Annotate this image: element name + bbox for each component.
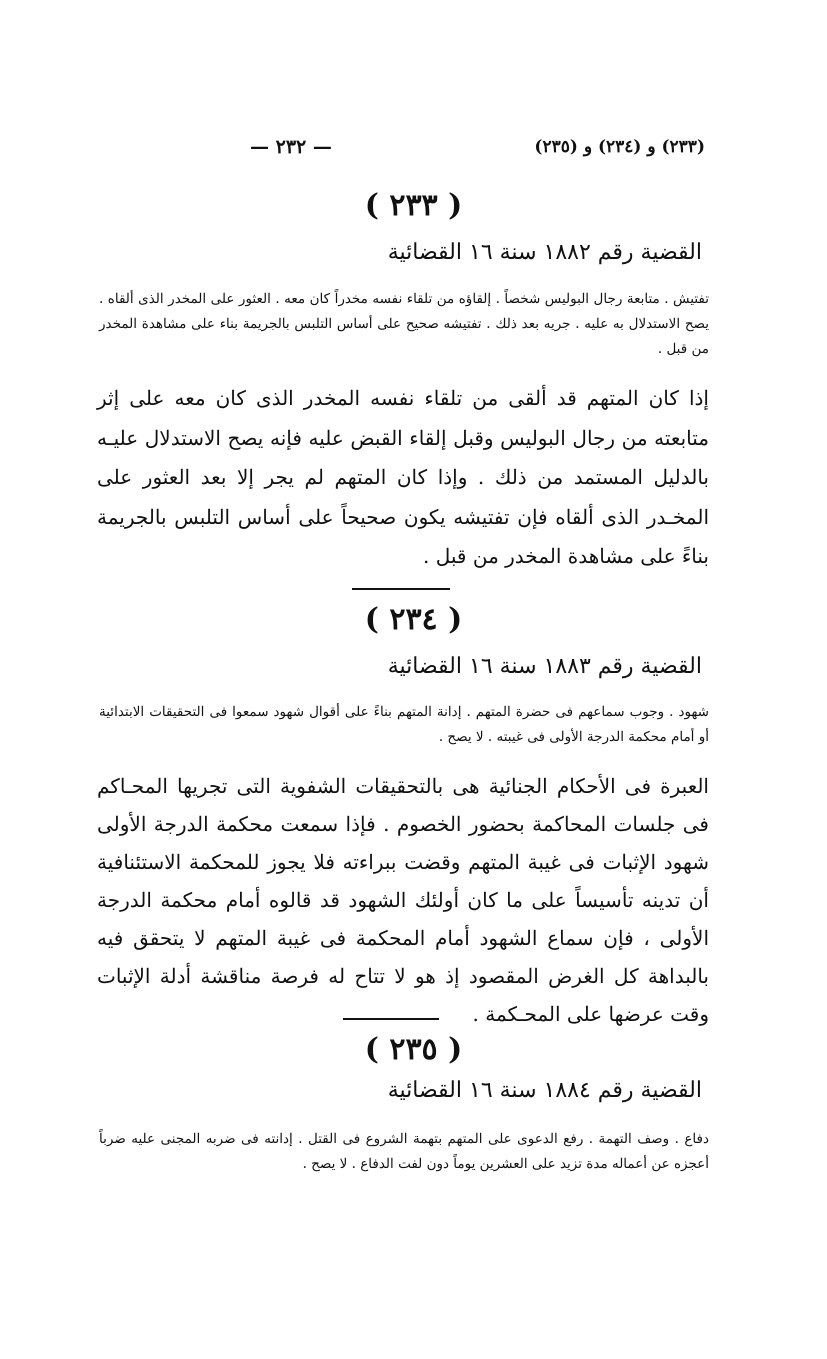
section-divider <box>343 1018 439 1020</box>
case-number: ( ٢٣٤ ) <box>364 602 463 637</box>
case-title: القضية رقم ١٨٨٤ سنة ١٦ القضائية <box>387 1078 702 1103</box>
section-divider <box>352 588 450 590</box>
case-title: القضية رقم ١٨٨٣ سنة ١٦ القضائية <box>387 654 702 679</box>
case-title: القضية رقم ١٨٨٢ سنة ١٦ القضائية <box>387 240 702 265</box>
page-number: — ٢٣٢ — <box>250 136 332 158</box>
case-number: ( ٢٣٥ ) <box>364 1032 463 1067</box>
case-body: العبرة فى الأحكام الجنائية هى بالتحقيقات الشفوية التى تجريها المحـاكم فى جلسات المحاكمة بحضور الخصوم . فإذا سمعت محكمة الدرجة الأولى شهود الإثبات فى غيبة المتهم وقضت ببراءته فلا يجوز للمحكمة الاستئنافية أن تدينه تأسيساً على ما كان أولئك الشهود قد قالوه أمام محكمة الدرجة الأولى ، فإن سماع الشهود أمام المحكمة فى غيبة المتهم لا يتحقق فيه بالبداهة كل الغرض المقصود إذ هو لا تتاح له فرصة مناقشة أدلة الإثبات وقت عرضها على المحـكمة . <box>97 774 709 1026</box>
case-number: ( ٢٣٣ ) <box>364 188 463 223</box>
case-body: إذا كان المتهم قد ألقى من تلقاء نفسه المخدر الذى كان معه على إثر متابعته من رجال البوليس وقبل إلقاء القبض عليه فإنه يصح الاستدلال عليـه بالدليل المستمد من ذلك . وإذا كان المتهم لم يجر إلا بعد العثور على المخـدر الذى ألقاه فإن تفتيشه يكون صحيحاً على أساس التلبس بالجريمة بناءً على مشاهدة المخدر من قبل . <box>97 386 710 568</box>
running-header <box>250 132 705 162</box>
case-summary: تفتيش . متابعة رجال البوليس شخصاً . إلقاؤه من تلقاء نفسه مخدراً كان معه . العثور على المخدر الذى ألقاه . يصح الاستدلال به عليه . جريه بعد ذلك . تفتيشه صحيح على أساس التلبس بالجريمة بناء على مشاهدة المخدر من قبل . <box>99 291 709 357</box>
cases-range: (٢٣٣) و (٢٣٤) و (٢٣٥) <box>534 137 705 157</box>
case-summary: دفاع . وصف التهمة . رفع الدعوى على المتهم بتهمة الشروع فى القتل . إدانته فى ضربه المجنى عليه ضرباً أعجزه عن أعماله مدة تزيد على العشرين يوماً دون لفت الدفاع . لا يصح . <box>99 1131 709 1172</box>
case-summary: شهود . وجوب سماعهم فى حضرة المتهم . إدانة المتهم بناءً على أقوال شهود سمعوا فى التحقيقات الابتدائية أو أمام محكمة الدرجة الأولى فى غيبته . لا يصح . <box>99 704 709 745</box>
